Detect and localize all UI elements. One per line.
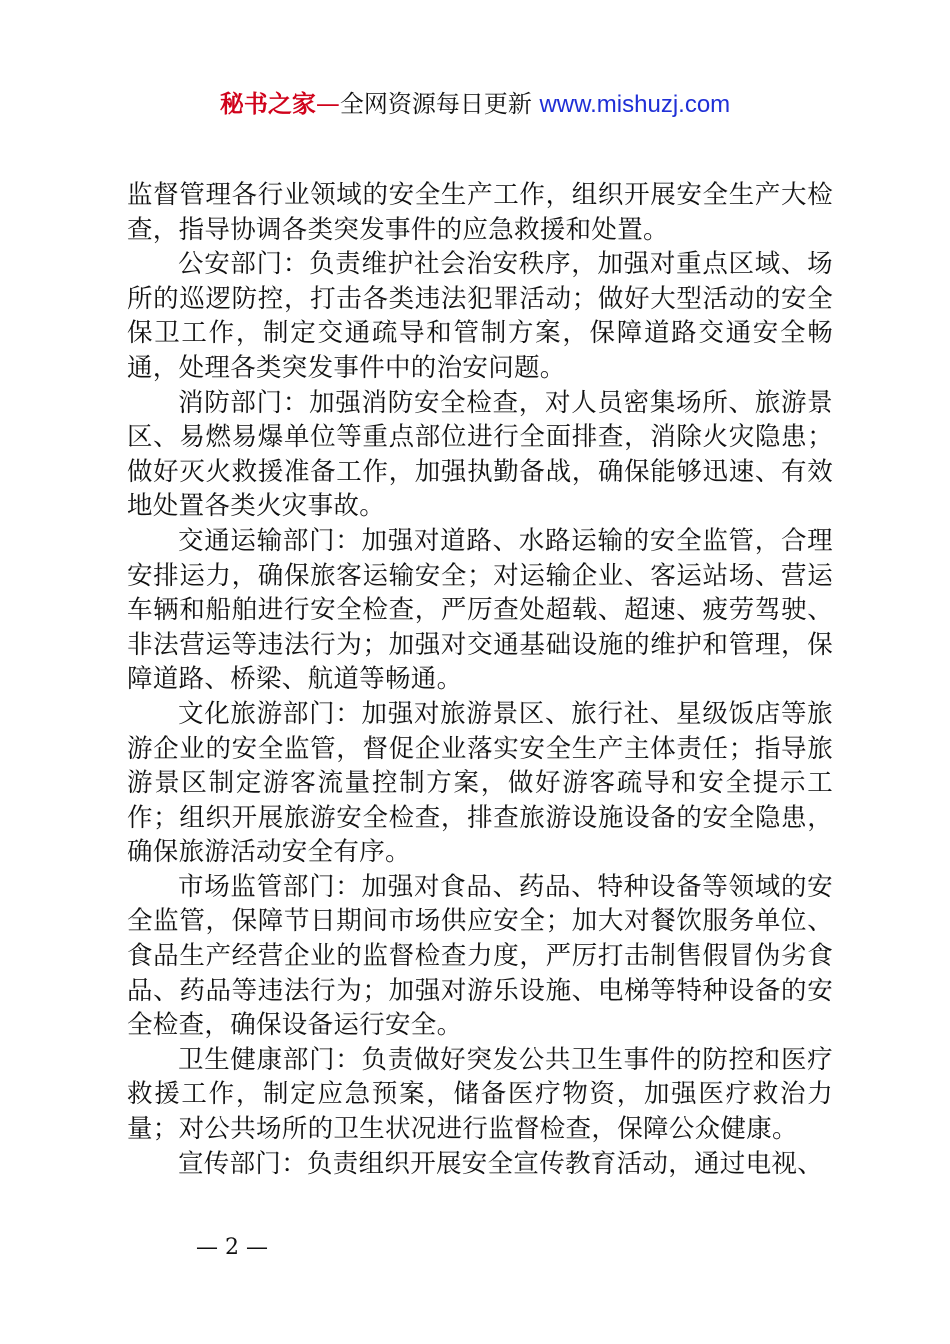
paragraph-market-supervision: 市场监管部门：加强对食品、药品、特种设备等领域的安全监管，保障节日期间市场供应安全；加大对餐饮服务单位、食品生产经营企业的监督检查力度，严厉打击制售假冒伪劣食品、药品等违法行为；加强对游乐设施、电梯等特种设备的安全检查，确保设备运行安全。 [127, 871, 833, 1041]
paragraph-publicity: 宣传部门：负责组织开展安全宣传教育活动，通过电视、 [178, 1148, 824, 1179]
paragraph-fire-department: 消防部门：加强消防安全检查，对人员密集场所、旅游景区、易燃易爆单位等重点部位进行全面排查，消除火灾隐患；做好灭火救援准备工作，加强执勤备战，确保能够迅速、有效地处置各类火灾事故。 [127, 387, 833, 522]
page-header [0, 88, 950, 121]
document-body [127, 178, 833, 1181]
paragraph-transportation: 交通运输部门：加强对道路、水路运输的安全监管，合理安排运力，确保旅客运输安全；对运输企业、客运站场、营运车辆和船舶进行安全检查，严厉查处超载、超速、疲劳驾驶、非法营运等违法行为；加强对交通基础设施的维护和管理，保障道路、桥梁、航道等畅通。 [127, 525, 833, 695]
paragraph-continuation: 监督管理各行业领域的安全生产工作，组织开展安全生产大检查，指导协调各类突发事件的应急救援和处置。 [127, 180, 833, 245]
paragraph-public-security: 公安部门：负责维护社会治安秩序，加强对重点区域、场所的巡逻防控，打击各类违法犯罪活动；做好大型活动的安全保卫工作，制定交通疏导和管制方案，保障道路交通安全畅通，处理各类突发事件中的治安问题。 [127, 249, 833, 383]
site-url-link[interactable]: www.mishuzj.com [539, 91, 731, 118]
site-brand: 秘书之家 [219, 90, 316, 118]
header-tagline: 全网资源每日更新 [339, 90, 532, 118]
paragraph-culture-tourism: 文化旅游部门：加强对旅游景区、旅行社、星级饭店等旅游企业的安全监管，督促企业落实安全生产主体责任；指导旅游景区制定游客流量控制方案，做好游客疏导和安全提示工作；组织开展旅游安全检查，排查旅游设施设备的安全隐患，确保旅游活动安全有序。 [127, 698, 833, 868]
paragraph-health: 卫生健康部门：负责做好突发公共卫生事件的防控和医疗救援工作，制定应急预案，储备医疗物资，加强医疗救治力量；对公共场所的卫生状况进行监督检查，保障公众健康。 [127, 1044, 833, 1145]
page-number: — 2 — [196, 1235, 268, 1260]
header-dash: — [315, 90, 340, 118]
